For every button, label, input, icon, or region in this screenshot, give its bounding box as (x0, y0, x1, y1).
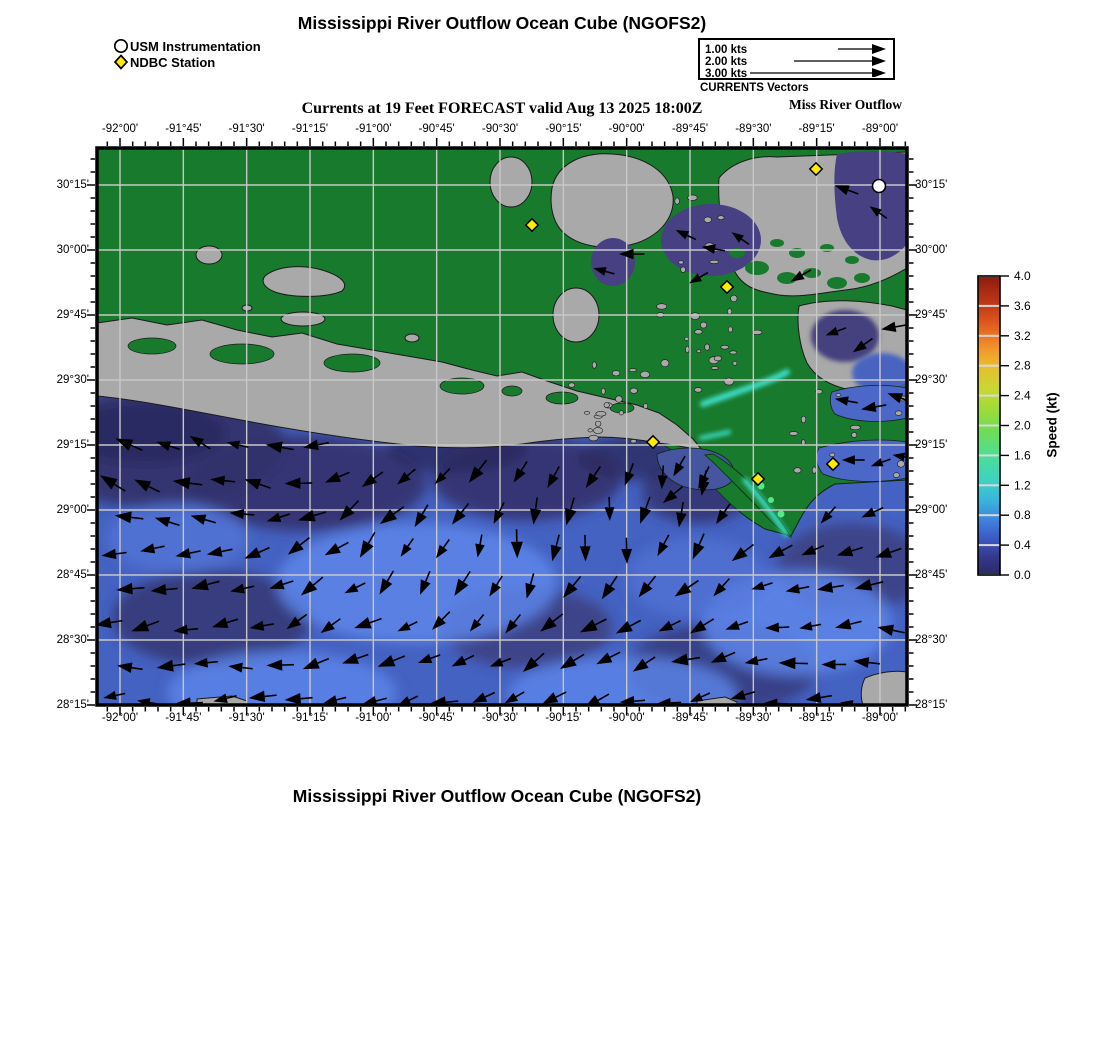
lon-label-top: -91°15' (291, 123, 329, 135)
lat-label-right: 28°15' (915, 699, 948, 711)
lon-label-top: -89°30' (735, 123, 772, 135)
lon-label-top: -91°45' (165, 123, 202, 135)
svg-text:3.2: 3.2 (1014, 328, 1031, 343)
lat-label-right: 29°15' (915, 439, 948, 451)
lat-label-right: 28°30' (915, 634, 948, 646)
marker-legend-icons (112, 37, 130, 73)
currents-map (87, 138, 917, 715)
lon-label-bottom: -89°45' (671, 712, 709, 724)
lon-label-bottom: -91°30' (228, 712, 265, 724)
legend-ndbc-label: NDBC Station (130, 55, 216, 70)
svg-text:0.4: 0.4 (1014, 538, 1031, 553)
lat-label-right: 28°45' (915, 569, 948, 581)
page-title: Mississippi River Outflow Ocean Cube (NGOFS2) (297, 13, 707, 33)
svg-text:1.00 kts: 1.00 kts (705, 44, 748, 56)
lon-label-bottom: -92°00' (101, 712, 139, 724)
colorbar-axis-label: Speed (kt) (1044, 392, 1060, 458)
speed-colorbar (968, 266, 1098, 596)
svg-text:1.2: 1.2 (1014, 478, 1031, 493)
lat-label-right: 30°00' (915, 244, 948, 256)
svg-text:2.4: 2.4 (1014, 388, 1031, 403)
lat-label-right: 29°30' (915, 374, 948, 386)
lon-label-bottom: -90°00' (608, 712, 645, 724)
lat-label-left: 29°15' (56, 439, 89, 451)
lon-label-bottom: -90°15' (545, 712, 582, 724)
lon-label-top: -90°15' (545, 123, 582, 135)
lon-label-top: -90°30' (481, 123, 519, 135)
lon-label-bottom: -91°45' (165, 712, 202, 724)
legend-usm-label: USM Instrumentation (130, 39, 261, 54)
lon-label-top: -91°00' (355, 123, 392, 135)
lon-label-bottom: -90°45' (418, 712, 455, 724)
lat-label-left: 30°00' (56, 244, 89, 256)
vector-legend-rows (700, 40, 892, 77)
svg-text:0.0: 0.0 (1014, 568, 1031, 582)
lat-label-left: 30°15' (56, 179, 89, 191)
svg-text:2.0: 2.0 (1014, 418, 1031, 433)
lon-label-bottom: -89°30' (735, 712, 772, 724)
lat-label-left: 28°15' (56, 699, 89, 711)
lon-label-top: -90°45' (418, 123, 455, 135)
lat-label-left: 28°45' (56, 569, 89, 581)
lon-label-top: -91°30' (228, 123, 265, 135)
svg-text:3.00 kts: 3.00 kts (705, 68, 748, 77)
lat-label-right: 29°00' (915, 504, 948, 516)
map-content (87, 148, 917, 715)
lat-label-right: 30°15' (915, 179, 948, 191)
vector-legend-box (698, 38, 895, 80)
svg-text:2.8: 2.8 (1014, 358, 1031, 373)
vector-legend-caption: CURRENTS Vectors (700, 82, 809, 94)
lon-label-bottom: -90°30' (481, 712, 519, 724)
bottom-title: Mississippi River Outflow Ocean Cube (NGOFS2) (292, 786, 702, 806)
forecast-subtitle: Currents at 19 Feet FORECAST valid Aug 13 2025 18:00Z (301, 100, 703, 117)
outflow-label: Miss River Outflow (789, 97, 902, 112)
lat-label-left: 29°45' (56, 309, 89, 321)
lon-label-top: -92°00' (101, 123, 139, 135)
lon-label-top: -89°15' (798, 123, 835, 135)
lon-label-bottom: -89°15' (798, 712, 835, 724)
lat-label-left: 29°30' (56, 374, 89, 386)
lon-label-bottom: -89°00' (861, 712, 899, 724)
circle-marker-icon (115, 40, 127, 52)
diamond-marker-icon (115, 56, 127, 69)
lat-label-right: 29°45' (915, 309, 948, 321)
lon-label-top: -89°45' (671, 123, 709, 135)
svg-text:2.00 kts: 2.00 kts (705, 56, 748, 68)
lat-label-left: 29°00' (56, 504, 89, 516)
svg-text:4.0: 4.0 (1014, 269, 1031, 283)
miss-sound-water (661, 204, 761, 276)
svg-text:1.6: 1.6 (1014, 448, 1031, 463)
lon-label-top: -90°00' (608, 123, 645, 135)
usm-instrumentation-marker (873, 180, 886, 193)
svg-text:3.6: 3.6 (1014, 298, 1031, 313)
lon-label-bottom: -91°15' (291, 712, 329, 724)
svg-text:0.8: 0.8 (1014, 508, 1031, 523)
lat-label-left: 28°30' (56, 634, 89, 646)
lon-label-top: -89°00' (861, 123, 899, 135)
lon-label-bottom: -91°00' (355, 712, 392, 724)
